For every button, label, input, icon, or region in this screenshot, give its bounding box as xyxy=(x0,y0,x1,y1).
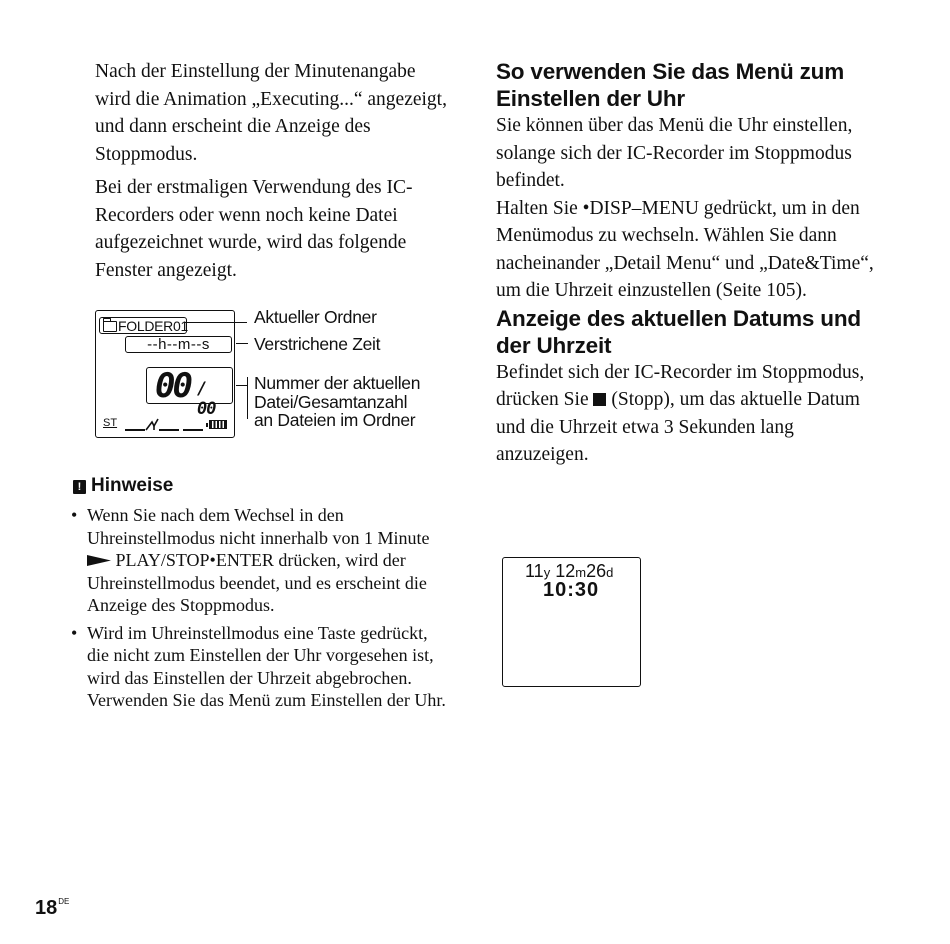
day-value: 26 xyxy=(586,561,607,581)
callout-line: Datei/Gesamtanzahl xyxy=(254,391,408,412)
year-unit: y xyxy=(543,565,551,580)
note-text: PLAY/STOP•ENTER drücken, wird der Uhreinstellmodus beendet, und es erscheint die Anzeige des Stoppmodus. xyxy=(87,550,427,615)
callout-line: an Dateien im Ordner xyxy=(254,410,416,430)
paragraph-text: (Stopp), um das aktuelle Datum und die Uhrzeit etwa 3 Sekunden lang anzuzeigen. xyxy=(496,389,860,465)
st-indicator: ST xyxy=(103,417,118,429)
stop-icon xyxy=(593,393,606,406)
page-number xyxy=(35,897,69,920)
paragraph-disp-menu: Halten Sie •DISP–MENU gedrückt, um in den Menümodus zu wechseln. Wählen Sie dann nacheinander „Detail Menu“ und „Date&Time“, um die Uhrzeit einzustellen (Seite 105). xyxy=(496,197,874,301)
elapsed-time-indicator: --h--m--s xyxy=(125,336,232,353)
page-number-value: 18 xyxy=(35,897,58,919)
leader-line xyxy=(247,377,248,419)
recorder-display-stop-mode xyxy=(95,310,235,438)
right-column xyxy=(496,58,886,469)
page-language: DE xyxy=(58,897,70,906)
list-item xyxy=(70,504,450,617)
notes-list xyxy=(70,504,450,717)
folder-icon xyxy=(103,321,117,332)
callout-elapsed-time: Verstrichene Zeit xyxy=(254,334,381,354)
callout-line: Nummer der aktuellen xyxy=(254,373,421,393)
year-value: 11 xyxy=(525,561,544,581)
current-file-number: 00 xyxy=(155,366,190,406)
day-unit: d xyxy=(606,565,614,580)
callout-current-folder: Aktueller Ordner xyxy=(254,307,377,327)
leader-line xyxy=(185,322,247,323)
paragraph-show-date xyxy=(496,359,886,469)
leader-line xyxy=(236,343,248,344)
month-unit: m xyxy=(575,565,587,580)
mic-sensitivity-icon xyxy=(145,418,159,431)
level-segment xyxy=(125,429,145,431)
notes-heading-text: Hinweise xyxy=(91,475,174,496)
paragraph-menu-clock: Sie können über das Menü die Uhr einstellen, solange sich der IC-Recorder im Stoppmodus befindet. xyxy=(496,115,853,191)
callout-file-number xyxy=(254,374,420,430)
notes-heading xyxy=(73,475,173,497)
folder-name: FOLDER01 xyxy=(118,318,188,334)
battery-icon xyxy=(209,420,227,429)
file-number-indicator xyxy=(146,366,233,419)
heading-clock-menu: So verwenden Sie das Menü zum Einstellen der Uhr xyxy=(496,59,845,111)
note-text: Wenn Sie nach dem Wechsel in den Uhreinstellmodus nicht innerhalb von 1 Minute xyxy=(87,505,430,548)
display-status-row xyxy=(101,417,231,431)
month-value: 12 xyxy=(555,561,576,581)
list-item: • Wird im Uhreinstellmodus eine Taste gedrückt, die nicht zum Einstellen der Uhr vorgesehen ist, wird das Einstellen der Uhrzeit abgebrochen. Verwenden Sie das Menü zum Einstellen der Uhr. xyxy=(70,622,450,712)
play-icon xyxy=(87,554,111,567)
level-segment xyxy=(159,429,179,431)
time-readout: 10:30 xyxy=(543,579,600,601)
note-icon: ! xyxy=(73,480,86,494)
left-column xyxy=(95,58,455,290)
level-segment xyxy=(183,429,203,431)
heading-date-time: Anzeige des aktuellen Datums und der Uhrzeit xyxy=(496,305,861,358)
folder-indicator xyxy=(99,317,187,334)
recorder-display-date-time xyxy=(502,557,641,687)
paragraph-executing: Nach der Einstellung der Minutenangabe wird die Animation „Executing...“ angezeigt, und dann erscheint die Anzeige des Stoppmodus. xyxy=(95,61,447,165)
paragraph-first-use: Bei der erstmaligen Verwendung des IC-Recorders oder wenn noch keine Datei aufgezeichnet wurde, wird das folgende Fenster angezeigt. xyxy=(95,177,413,281)
paragraph-text: Befindet sich der IC-Recorder im Stoppmodus, drücken Sie xyxy=(496,361,865,410)
total-file-count: / 00 xyxy=(197,379,216,419)
